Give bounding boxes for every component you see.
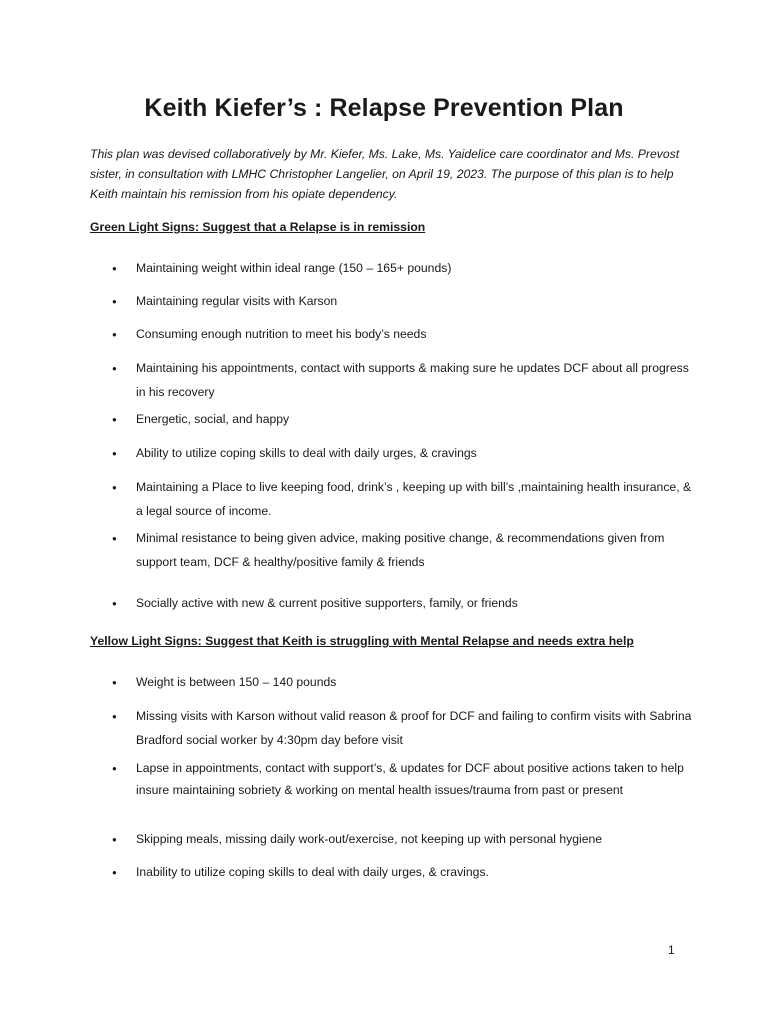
bullet-icon: ● [112, 712, 117, 721]
green-item: Maintaining regular visits with Karson [136, 294, 338, 308]
page-number: 1 [668, 943, 675, 957]
green-item: Maintaining weight within ideal range (150 – 165+ pounds) [136, 261, 452, 275]
bullet-icon: ● [112, 764, 117, 773]
green-item: Ability to utilize coping skills to deal with daily urges, & cravings [136, 446, 477, 460]
yellow-item: Inability to utilize coping skills to deal with daily urges, & cravings. [136, 865, 489, 879]
bullet-icon: ● [112, 835, 117, 844]
bullet-icon: ● [112, 868, 117, 877]
yellow-item: Weight is between 150 – 140 pounds [136, 675, 337, 689]
bullet-icon: ● [112, 599, 117, 608]
bullet-icon: ● [112, 534, 117, 543]
green-item: Socially active with new & current positive supporters, family, or friends [136, 596, 518, 610]
bullet-icon: ● [112, 330, 117, 339]
green-item: Minimal resistance to being given advice, making positive change, & recommendations given from support team, DCF & healthy/positive family & friends [136, 531, 665, 569]
green-item: Maintaining his appointments, contact with supports & making sure he updates DCF about all progress in his recovery [136, 361, 689, 399]
bullet-icon: ● [112, 449, 117, 458]
bullet-icon: ● [112, 678, 117, 687]
green-item: Maintaining a Place to live keeping food, drink’s , keeping up with bill’s ,maintaining health insurance, & a legal source of income. [136, 480, 692, 518]
yellow-item: Missing visits with Karson without valid reason & proof for DCF and failing to confirm visits with Sabrina Bradford social worker by 4:30pm day before visit [136, 709, 692, 747]
yellow-light-heading: Yellow Light Signs: Suggest that Keith is struggling with Mental Relapse and needs extra help [90, 634, 634, 648]
page-title: Keith Kiefer’s : Relapse Prevention Plan [144, 94, 624, 122]
bullet-icon: ● [112, 297, 117, 306]
green-light-heading: Green Light Signs: Suggest that a Relapse is in remission [90, 220, 426, 234]
bullet-icon: ● [112, 415, 117, 424]
intro-paragraph: This plan was devised collaboratively by Mr. Kiefer, Ms. Lake, Ms. Yaidelice care coordinator and Ms. Prevost sister, in consultation with LMHC Christopher Langelier, on April 19, 2023. The purpose of this plan is to help Keith maintain his remission from his opiate dependency. [90, 147, 680, 201]
bullet-icon: ● [112, 483, 117, 492]
yellow-item: Skipping meals, missing daily work-out/exercise, not keeping up with personal hygiene [136, 832, 603, 846]
yellow-item: Lapse in appointments, contact with support’s, & updates for DCF about positive actions taken to help insure maintaining sobriety & working on mental health issues/trauma from past or present [136, 761, 684, 797]
green-item: Consuming enough nutrition to meet his body’s needs [136, 327, 427, 341]
bullet-icon: ● [112, 264, 117, 273]
green-item: Energetic, social, and happy [136, 412, 290, 426]
bullet-icon: ● [112, 364, 117, 373]
